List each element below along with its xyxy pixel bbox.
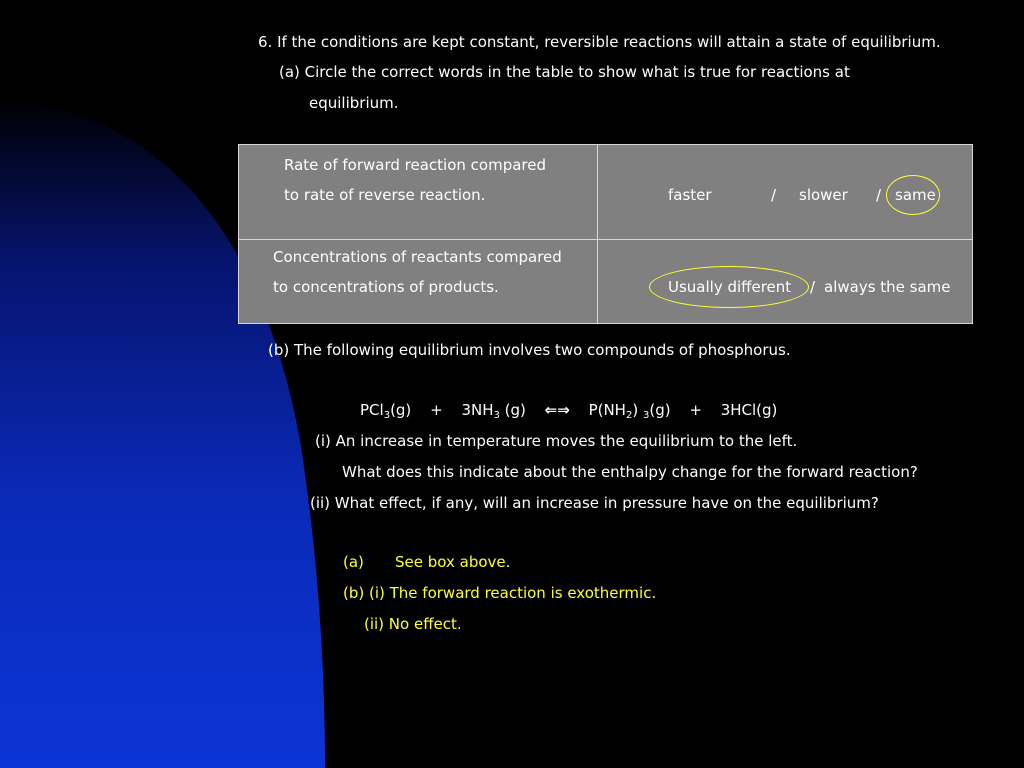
table-row-divider bbox=[239, 239, 972, 240]
part-b-ii: (ii) What effect, if any, will an increase in pressure have on the equilibrium? bbox=[310, 494, 879, 512]
row1-label-line1: Rate of forward reaction compared bbox=[284, 156, 547, 174]
eq-pcl-state: (g) bbox=[390, 401, 412, 419]
table-column-divider bbox=[597, 145, 598, 323]
eq-nh: 3NH bbox=[461, 401, 494, 419]
question-intro: 6. If the conditions are kept constant, reversible reactions will attain a state of equilibrium. bbox=[258, 33, 941, 51]
eq-nh-subscript: 3 bbox=[493, 410, 500, 421]
eq-pnh-close: ) bbox=[632, 401, 643, 419]
row2-separator: / bbox=[810, 278, 816, 296]
row1-option-same[interactable]: same bbox=[895, 186, 936, 204]
row2-label-line1: Concentrations of reactants compared bbox=[273, 248, 562, 266]
eq-pnh-subscript-2: 3 bbox=[642, 410, 650, 421]
row1-option-slower[interactable]: slower bbox=[799, 186, 848, 204]
answer-b-ii: (ii) No effect. bbox=[364, 615, 462, 633]
answer-a-label: (a) bbox=[343, 553, 364, 571]
row2-label-line2: to concentrations of products. bbox=[273, 278, 499, 296]
eq-pnh-open: P(NH bbox=[588, 401, 626, 419]
eq-nh-state: (g) bbox=[499, 401, 526, 419]
eq-plus-1: + bbox=[430, 401, 443, 419]
row2-option-usually-different[interactable]: Usually different bbox=[668, 278, 792, 296]
row1-separator-1: / bbox=[771, 186, 777, 204]
eq-double-arrow-icon: ⇐⇒ bbox=[544, 401, 570, 419]
eq-pcl: PCl bbox=[360, 401, 384, 419]
equilibrium-equation bbox=[360, 400, 777, 420]
eq-pnh-state: (g) bbox=[649, 401, 671, 419]
answer-b-i: (b) (i) The forward reaction is exothermic. bbox=[343, 584, 657, 602]
row1-label-line2: to rate of reverse reaction. bbox=[284, 186, 486, 204]
circle-mark-usually-different bbox=[649, 266, 809, 308]
row2-option-always-same[interactable]: always the same bbox=[824, 278, 951, 296]
row1-separator-2: / bbox=[876, 186, 882, 204]
eq-pnh-subscript-1: 2 bbox=[625, 410, 633, 421]
part-b-i-question: What does this indicate about the enthalpy change for the forward reaction? bbox=[342, 463, 918, 481]
row1-option-faster[interactable]: faster bbox=[668, 186, 712, 204]
part-a-line1: (a) Circle the correct words in the table to show what is true for reactions at bbox=[279, 63, 850, 81]
part-b-intro: (b) The following equilibrium involves two compounds of phosphorus. bbox=[268, 341, 791, 359]
circle-mark-same bbox=[886, 175, 940, 215]
answer-table bbox=[238, 144, 973, 324]
part-a-line2: equilibrium. bbox=[309, 94, 399, 112]
eq-hcl: 3HCl(g) bbox=[720, 401, 778, 419]
eq-pcl-subscript: 3 bbox=[383, 410, 391, 421]
answer-a-text: See box above. bbox=[395, 553, 511, 571]
part-b-i: (i) An increase in temperature moves the equilibrium to the left. bbox=[315, 432, 798, 450]
eq-plus-2: + bbox=[689, 401, 702, 419]
